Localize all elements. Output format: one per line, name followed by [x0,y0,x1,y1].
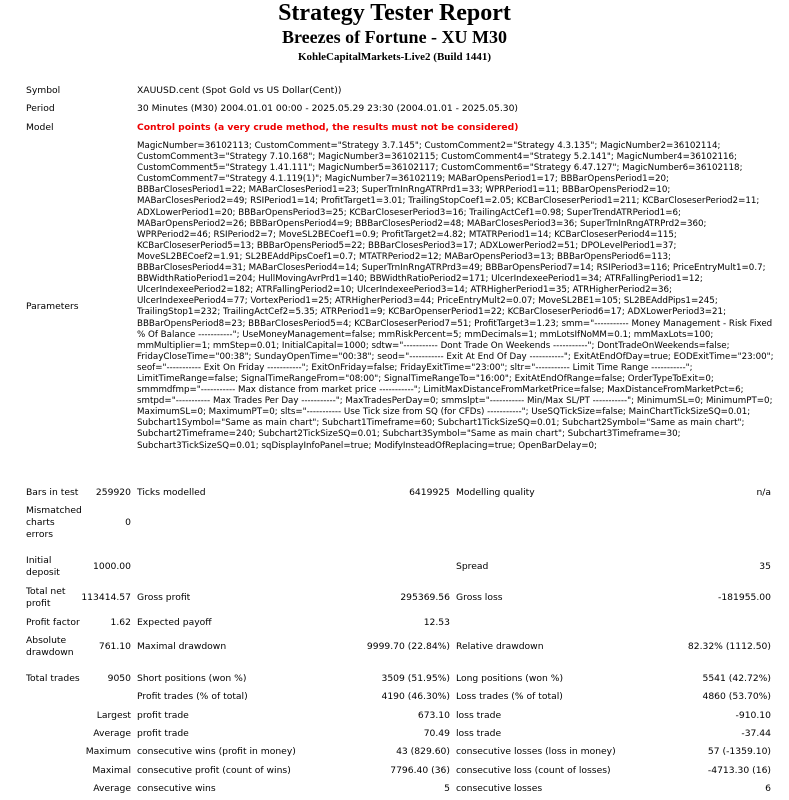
short-value: 3509 (51.95%) [381,673,450,684]
period-value: 30 Minutes (M30) 2004.01.01 00:00 - 2025.05.29 23:30 (2004.01.01 - 2025.05.30) [137,103,519,114]
absdd-label-1: Absolute [26,635,67,646]
symbol-value: XAUUSD.cent (Spot Gold vs US Dollar(Cent)) [137,85,342,96]
deposit-value: 1000.00 [93,561,131,572]
mismatch-label-1: Mismatched [26,505,82,516]
parameters-value: MagicNumber=36102113; CustomComment="Strategy 3.7.145"; CustomComment2="Strategy 4.3.135"; MagicNumber2=36102114; CustomComment3="Strategy 7.10.168"; MagicNumber3=36102115; CustomComment4="Strategy 5.2.141"; MagicNumber4=36102116; CustomComment5="Strategy 1.41.111"; MagicNumber5=36102117; CustomComment6="Strategy 6.47.127"; MagicNumber6=36102118; CustomComment7="Strategy 4.1.119(1)"; MagicNumber7=36102119; MABarOpensPeriod1=17; BBBarOpensPeriod1=20; BBBarClosesPeriod1=22; MABarClosesPeriod1=23; SuperTrnInRngATRPrd1=33; WPRPeriod1=11; BBBarOpensPeriod2=10; MABarClosesPeriod2=49; RSIPeriod1=14; ProfitTarget1=3.01; TrailingStopCoef1=2.05; KCBarCloseserPeriod1=211; KCBarCloseserPeriod2=11; ADXLowerPeriod1=20; BBBarOpensPeriod3=25; KCBarCloseserPeriod3=16; TrailingActCef1=0.98; SuperTrendATRPeriod1=6; MABarOpensPeriod2=26; BBBarOpensPeriod4=9; BBBarClosesPeriod2=48; MABarClosesPeriod3=36; SuperTrnInRngATRPrd2=360; WPRPeriod2=46; RSIPeriod2=7; MoveSL2BECoef1=0.9; ProfitTarget2=4.82; MTATRPeriod1=14; KCBarCloseserPeriod4=115; KCBarCloseserPeriod5=13; BBBarOpensPeriod5=22; BBBarClosesPeriod3=17; ADXLowerPeriod2=51; DPOLevelPeriod1=37; MoveSL2BECoef2=1.91; SL2BEAddPipsCoef1=0.7; MTATRPeriod2=12; MABarOpensPeriod3=13; BBBarOpensPeriod6=113; BBBarClosesPeriod4=31; MABarClosesPeriod4=14; SuperTrnInRngATRPrd3=49; BBBarOpensPeriod7=14; RSIPeriod3=116; PriceEntryMult1=0.7; BBWidthRatioPeriod1=204; HullMovingAvrPrd1=140; BBWidthRatioPeriod2=171; UlcerIndexeePeriod1=34; ATRFallingPeriod1=12; UlcerIndexeePeriod2=182; ATRFallingPeriod2=10; UlcerIndexeePeriod3=14; ATRHigherPeriod1=35; ATRHigherPeriod2=36; UlcerIndexeePeriod4=77; VortexPeriod1=25; ATRHigherPeriod3=44; PriceEntryMult2=0.07; MoveSL2BE1=105; SL2BEAddPips1=245; TrailingStop1=232; TrailingActCef2=5.35; ATRPeriod1=9; KCBarOpenserPeriod1=22; KCBarCloseserPeriod6=17; ADXLowerPeriod3=21; BBBarOpensPeriod8=23; BBBarClosesPeriod5=4; KCBarCloseserPeriod7=51; ProfitTarget3=1.23; smm="----------- Money Management - Risk Fixed % Of Balance -----------"; UseMoneyManagement=false; mmRiskPercent=5; mmDecimals=1; mmLotsIfNoMM=0.1; mmMaxLots=100; mmMultiplier=1; mmStep=0.01; InitialCapital=1000; sdtw="----------- Dont Trade On Weekends -----------"; DontTradeOnWeekends=false; FridayCloseTime="00:38"; SundayOpenTime="00:38"; seod="----------- Exit At End Of Day -----------"; ExitAtEndOfDay=true; EODExitTime="23:00"; seof="----------- Exit On Friday -----------"; ExitOnFriday=false; FridayExitTime="23:00"; sltr="----------- Limit Time Range -----------"; LimitTimeRange=false; SignalTimeRangeFrom="08:00"; SignalTimeRangeTo="16:00"; ExitAtEndOfRange=false; OrderTypeToExit=0; smmmdfmp="----------- Max distance from market price -----------"; LimitMaxDistanceFromMarketPrice=false; MaxDistanceFromMarketPct=6; smtpd="----------- Max Trades Per Day -----------"; MaxTradesPerDay=0; smmslpt="----------- Min/Max SL/PT -----------"; MinimumSL=0; MinimumPT=0; MaximumSL=0; MaximumPT=0; slts="----------- Use Tick size from SQ (for CFDs) -----------"; UseSQTickSize=false; MainChartTickSizeSQ=0.01; Subchart1Symbol="Same as main chart"; Subchart1Timeframe=60; Subchart1TickSizeSQ=0.01; Subchart2Symbol="Same as main chart"; Subchart2Timeframe=240; Subchart2TickSizeSQ=0.01; Subchart3Symbol="Same as main chart"; Subchart3Timeframe=30; Subchart3TickSizeSQ=0.01; sqDisplayInfoPanel=true; ModifyInsteadOfReplacing=true; OpenBarDelay=0; [137,141,774,451]
grossloss-label: Gross loss [456,592,503,603]
mismatch-label-2: charts [26,517,55,528]
largest-loss-value: -910.10 [735,710,771,721]
deposit-label-1: Initial [26,555,52,566]
profittrades-value: 4190 (46.30%) [381,691,450,702]
average-profit-value: 70.49 [423,728,450,739]
period-label: Period [26,103,55,114]
pf-value: 1.62 [110,617,131,628]
maxdd-value: 9999.70 (22.84%) [366,641,450,652]
netprofit-label-1: Total net [26,586,66,597]
quality-label: Modelling quality [456,487,535,498]
grossprofit-label: Gross profit [137,592,191,603]
avgcons-label: Average [93,783,131,794]
maximum-label: Maximum [85,746,131,757]
netprofit-value: 113414.57 [81,592,131,603]
spread-value: 35 [759,561,771,572]
parameters-label: Parameters [26,301,79,312]
reldd-value: 82.32% (1112.50) [687,641,771,652]
bars-value: 259920 [95,487,131,498]
maximal-profit-label: consecutive profit (count of wins) [137,765,291,776]
max-wins-label: consecutive wins (profit in money) [137,746,296,757]
avg-wins-label: consecutive wins [137,783,216,794]
ticks-value: 6419925 [409,487,450,498]
max-losses-value: 57 (-1359.10) [707,746,771,757]
profittrades-label: Profit trades (% of total) [137,691,248,702]
report-build: KohleCapitalMarkets-Live2 (Build 1441) [297,51,492,63]
payoff-value: 12.53 [423,617,450,628]
maxdd-label: Maximal drawdown [137,641,227,652]
reldd-label: Relative drawdown [456,641,544,652]
trades-value: 9050 [107,673,131,684]
avg-wins-value: 5 [444,783,450,794]
largest-profit-value: 673.10 [417,710,450,721]
largest-loss-label: loss trade [456,710,502,721]
long-value: 5541 (42.72%) [702,673,771,684]
grossloss-value: -181955.00 [718,592,771,603]
pf-label: Profit factor [26,617,80,628]
deposit-label-2: deposit [26,567,60,578]
losstrades-label: Loss trades (% of total) [456,691,563,702]
short-label: Short positions (won %) [137,673,247,684]
grossprofit-value: 295369.56 [400,592,450,603]
payoff-label: Expected payoff [137,617,212,628]
absdd-label-2: drawdown [26,647,74,658]
trades-label: Total trades [26,673,80,684]
max-wins-value: 43 (829.60) [396,746,450,757]
largest-profit-label: profit trade [137,710,189,721]
absdd-value: 761.10 [98,641,131,652]
average-label: Average [93,728,131,739]
ticks-label: Ticks modelled [137,487,206,498]
maximal-label: Maximal [92,765,131,776]
mismatch-label-3: errors [26,529,54,540]
average-loss-value: -37.44 [741,728,771,739]
max-losses-label: consecutive losses (loss in money) [456,746,616,757]
report-title: Strategy Tester Report [278,0,511,26]
maximal-loss-label: consecutive loss (count of losses) [456,765,611,776]
spread-label: Spread [456,561,489,572]
symbol-label: Symbol [26,85,61,96]
avg-losses-value: 6 [765,783,771,794]
long-label: Long positions (won %) [456,673,564,684]
bars-label: Bars in test [26,487,79,498]
losstrades-value: 4860 (53.70%) [702,691,771,702]
largest-label: Largest [96,710,131,721]
netprofit-label-2: profit [26,598,51,609]
model-value: Control points (a very crude method, the results must not be considered) [137,122,519,133]
average-profit-label: profit trade [137,728,189,739]
report-subtitle: Breezes of Fortune - XU M30 [281,27,508,47]
mismatch-value: 0 [125,517,131,528]
maximal-loss-value: -4713.30 (16) [707,765,771,776]
maximal-profit-value: 7796.40 (36) [390,765,450,776]
model-label: Model [26,122,54,133]
avg-losses-label: consecutive losses [456,783,543,794]
average-loss-label: loss trade [456,728,502,739]
quality-value: n/a [756,487,771,498]
